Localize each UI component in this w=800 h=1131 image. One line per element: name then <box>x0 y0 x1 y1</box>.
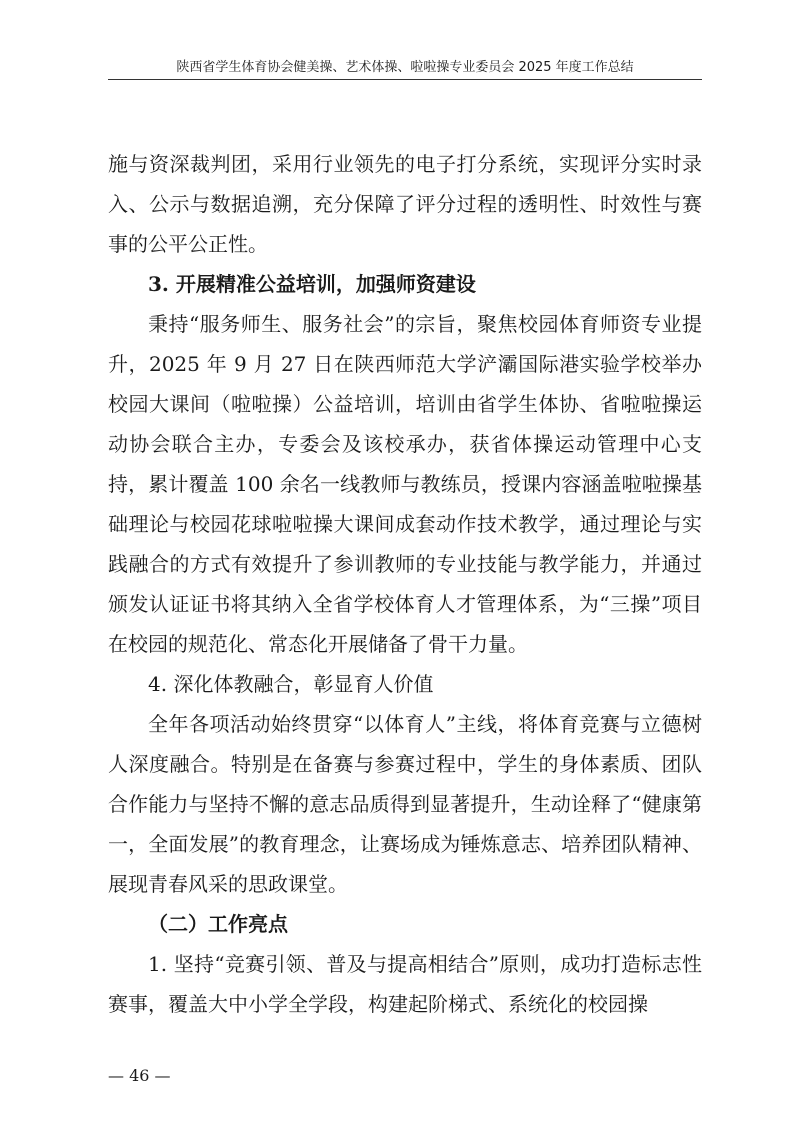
paragraph-highlights: 1. 坚持“竞赛引领、普及与提高相结合”原则，成功打造标志性赛事，覆盖大中小学全学段，构建起阶梯式、系统化的校园操 <box>108 952 702 1016</box>
section-heading-integration: 4. 深化体教融合，彰显育人价值 <box>148 672 434 696</box>
section-heading-training: 3. 开展精准公益培训，加强师资建设 <box>148 272 476 296</box>
paragraph-continuation: 施与资深裁判团，采用行业领先的电子打分系统，实现评分实时录入、公示与数据追溯，充分保障了评分过程的透明性、时效性与赛事的公平公正性。 <box>108 152 702 256</box>
running-header: 陕西省学生体育协会健美操、艺术体操、啦啦操专业委员会 2025 年度工作总结 <box>176 60 634 75</box>
document-body <box>108 144 702 1024</box>
section-heading-highlights: （二）工作亮点 <box>148 912 288 936</box>
header-rule <box>108 79 702 80</box>
page-number: — 46 — <box>108 1066 171 1085</box>
paragraph-integration: 全年各项活动始终贯穿“以体育人”主线，将体育竞赛与立德树人深度融合。特别是在备赛与参赛过程中，学生的身体素质、团队合作能力与坚持不懈的意志品质得到显著提升，生动诠释了“健康第一，全面发展”的教育理念，让赛场成为锤炼意志、培养团队精神、展现青春风采的思政课堂。 <box>108 712 702 896</box>
paragraph-training: 秉持“服务师生、服务社会”的宗旨，聚焦校园体育师资专业提升，2025 年 9 月 27 日在陕西师范大学浐灞国际港实验学校举办校园大课间（啦啦操）公益培训，培训由省学生体协、省啦啦操运动协会联合主办，专委会及该校承办，获省体操运动管理中心支持，累计覆盖 100 余名一线教师与教练员，授课内容涵盖啦啦操基础理论与校园花球啦啦操大课间成套动作技术教学，通过理论与实践融合的方式有效提升了参训教师的专业技能与教学能力，并通过颁发认证证书将其纳入全省学校体育人才管理体系，为“三操”项目在校园的规范化、常态化开展储备了骨干力量。 <box>108 312 702 656</box>
